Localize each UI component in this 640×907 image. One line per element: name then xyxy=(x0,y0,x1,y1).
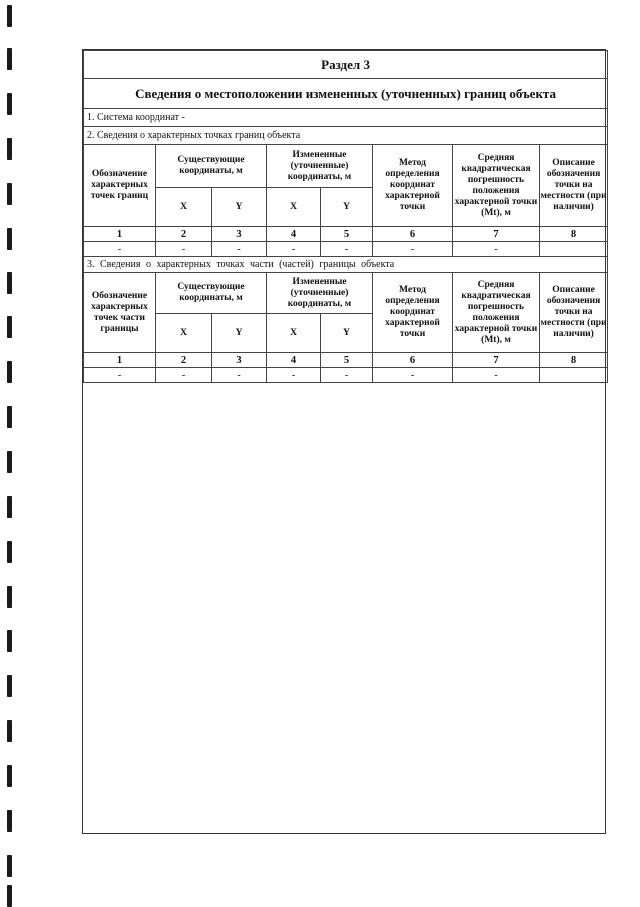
binding-hole xyxy=(7,183,12,205)
binding-hole xyxy=(7,361,12,383)
coordinate-system-line: 1. Система координат - xyxy=(84,109,608,127)
binding-hole xyxy=(7,675,12,697)
binding-hole xyxy=(7,316,12,338)
t2-col-existing: Существующие координаты, м xyxy=(156,145,267,188)
t3-col-existing: Существующие координаты, м xyxy=(156,273,267,314)
t3-cell: - xyxy=(321,368,373,383)
t2-cell: - xyxy=(373,242,453,257)
binding-hole xyxy=(7,541,12,563)
t2-number: 7 xyxy=(453,227,540,242)
binding-hole xyxy=(7,810,12,832)
t2-cell: - xyxy=(267,242,321,257)
t2-number: 4 xyxy=(267,227,321,242)
section-title: Раздел 3 xyxy=(84,51,608,79)
t3-y-existing: Y xyxy=(212,314,267,353)
binding-hole xyxy=(7,451,12,473)
t2-cell: - xyxy=(84,242,156,257)
t2-cell: - xyxy=(453,242,540,257)
t3-number: 5 xyxy=(321,353,373,368)
table3-caption: 3. Сведения о характерных точках части (частей) границы объекта xyxy=(84,257,608,273)
binding-hole xyxy=(7,406,12,428)
t2-number: 8 xyxy=(540,227,608,242)
t3-cell: - xyxy=(156,368,212,383)
binding-holes xyxy=(0,0,20,905)
t3-number: 7 xyxy=(453,353,540,368)
t3-number: 1 xyxy=(84,353,156,368)
t2-y-existing: Y xyxy=(212,188,267,227)
binding-hole xyxy=(7,228,12,250)
t2-col-designation: Обозначение характерных точек границ xyxy=(84,145,156,227)
section-table xyxy=(83,50,608,383)
binding-hole xyxy=(7,5,12,27)
t2-col-description: Описание обозначения точки на местности (при наличии) xyxy=(540,145,608,227)
t3-number: 8 xyxy=(540,353,608,368)
binding-hole xyxy=(7,630,12,652)
t2-x-changed: X xyxy=(267,188,321,227)
t3-y-changed: Y xyxy=(321,314,373,353)
t3-cell: - xyxy=(84,368,156,383)
t2-number: 2 xyxy=(156,227,212,242)
t3-col-error: Средняя квадратическая погрешность положения характерной точки (Mt), м xyxy=(453,273,540,353)
binding-hole xyxy=(7,496,12,518)
t2-col-method: Метод определения координат характерной точки xyxy=(373,145,453,227)
t3-x-existing: X xyxy=(156,314,212,353)
t2-col-changed: Измененные (уточненные) координаты, м xyxy=(267,145,373,188)
t3-cell: - xyxy=(373,368,453,383)
t2-number: 3 xyxy=(212,227,267,242)
section-subtitle: Сведения о местоположении измененных (уточненных) границ объекта xyxy=(84,79,608,109)
t2-cell xyxy=(540,242,608,257)
table2-caption: 2. Сведения о характерных точках границ объекта xyxy=(84,127,608,145)
binding-hole xyxy=(7,272,12,294)
t3-cell: - xyxy=(453,368,540,383)
t3-number: 6 xyxy=(373,353,453,368)
binding-hole xyxy=(7,93,12,115)
binding-hole xyxy=(7,855,12,877)
t3-col-designation: Обозначение характерных точек части границы xyxy=(84,273,156,353)
t2-cell: - xyxy=(212,242,267,257)
binding-hole xyxy=(7,885,12,907)
t3-number: 4 xyxy=(267,353,321,368)
t3-cell: - xyxy=(212,368,267,383)
t2-y-changed: Y xyxy=(321,188,373,227)
t2-x-existing: X xyxy=(156,188,212,227)
binding-hole xyxy=(7,720,12,742)
t3-col-changed: Измененные (уточненные) координаты, м xyxy=(267,273,373,314)
t2-cell: - xyxy=(156,242,212,257)
t2-col-error: Средняя квадратическая погрешность положения характерной точки (Mt), м xyxy=(453,145,540,227)
binding-hole xyxy=(7,48,12,70)
binding-hole xyxy=(7,765,12,787)
binding-hole xyxy=(7,138,12,160)
t3-cell: - xyxy=(267,368,321,383)
t3-col-description: Описание обозначения точки на местности (при наличии) xyxy=(540,273,608,353)
t3-cell xyxy=(540,368,608,383)
t3-col-method: Метод определения координат характерной точки xyxy=(373,273,453,353)
t2-number: 6 xyxy=(373,227,453,242)
t3-x-changed: X xyxy=(267,314,321,353)
t2-cell: - xyxy=(321,242,373,257)
document-frame xyxy=(82,49,606,834)
t3-number: 2 xyxy=(156,353,212,368)
binding-hole xyxy=(7,586,12,608)
t2-number: 1 xyxy=(84,227,156,242)
t3-number: 3 xyxy=(212,353,267,368)
t2-number: 5 xyxy=(321,227,373,242)
